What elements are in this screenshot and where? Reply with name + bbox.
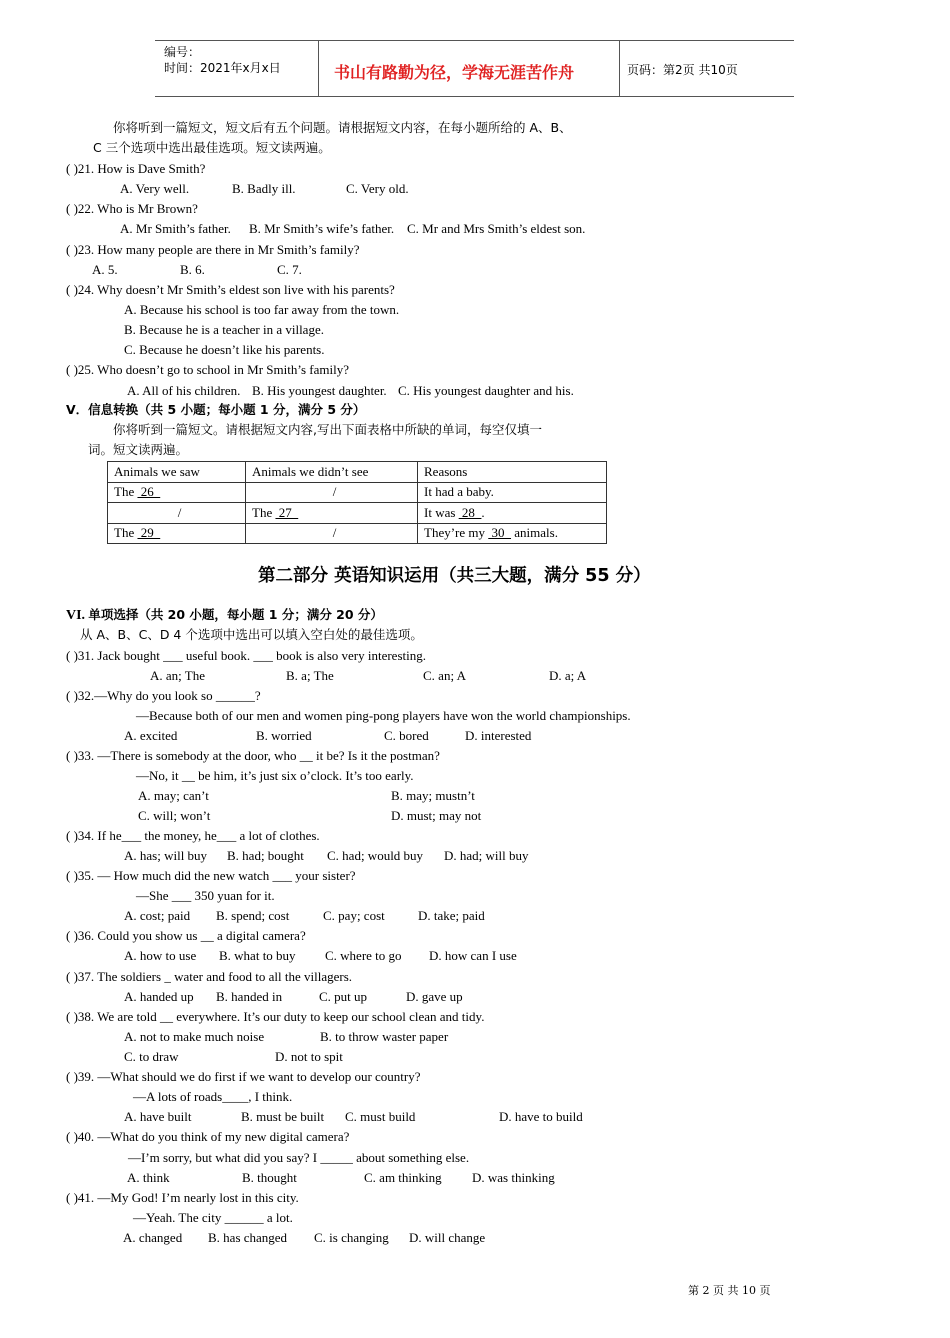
question-33-option-b: B. may; mustn’t: [391, 788, 475, 803]
question-21-option-c: C. Very old.: [346, 181, 409, 196]
header-right-cell: [620, 41, 794, 96]
question-32-line2: —Because both of our men and women ping-pong players have won the world championships.: [136, 708, 631, 723]
question-25-option-b: B. His youngest daughter.: [252, 383, 387, 398]
question-23-option-c: C. 7.: [277, 262, 302, 277]
section-5-intro-line2: 词。短文读两遍。: [88, 442, 189, 457]
page-label: 页码：第2页 共10页: [627, 63, 738, 77]
question-38-option-d: D. not to spit: [275, 1049, 343, 1064]
question-39-option-c: C. must build: [345, 1109, 416, 1124]
question-33-option-c: C. will; won’t: [138, 808, 211, 823]
code-label: 编号：: [164, 45, 201, 59]
question-40-option-c: C. am thinking: [364, 1170, 442, 1185]
table-cell: It had a baby.: [418, 482, 607, 503]
question-23-option-b: B. 6.: [180, 262, 205, 277]
question-32-stem: ( )32.—Why do you look so ______?: [66, 688, 261, 703]
question-40-option-d: D. was thinking: [472, 1170, 555, 1185]
question-31-option-c: C. an; A: [423, 668, 466, 683]
question-33-option-d: D. must; may not: [391, 808, 482, 823]
question-34-option-a: A. has; will buy: [124, 848, 208, 863]
question-25-option-a: A. All of his children.: [127, 383, 241, 398]
question-36-option-c: C. where to go: [325, 948, 402, 963]
question-35-option-c: C. pay; cost: [323, 908, 385, 923]
question-35-stem: ( )35. — How much did the new watch ___ your sister?: [66, 868, 356, 883]
question-37-option-d: D. gave up: [406, 989, 463, 1004]
question-31-option-a: A. an; The: [150, 668, 205, 683]
question-35-option-d: D. take; paid: [418, 908, 485, 923]
question-41-line2: —Yeah. The city ______ a lot.: [133, 1210, 293, 1225]
listening-intro-line2: C 三个选项中选出最佳选项。短文读两遍。: [93, 140, 331, 155]
table-cell: The 29: [108, 523, 246, 544]
section-5-intro-line1: 你将听到一篇短文。请根据短文内容,写出下面表格中所缺的单词，每空仅填一: [113, 422, 542, 437]
table-header-cell: Reasons: [418, 462, 607, 483]
question-32-option-a: A. excited: [124, 728, 178, 743]
question-41-option-d: D. will change: [409, 1230, 486, 1245]
question-41-option-b: B. has changed: [208, 1230, 288, 1245]
question-36-option-b: B. what to buy: [219, 948, 296, 963]
question-24-option-c: C. Because he doesn’t like his parents.: [124, 342, 325, 357]
section-6-title: [66, 605, 383, 626]
question-37-stem: ( )37. The soldiers _ water and food to all the villagers.: [66, 969, 353, 984]
page-header: [155, 40, 794, 97]
question-35-line2: —She ___ 350 yuan for it.: [136, 888, 275, 903]
question-35-option-b: B. spend; cost: [216, 908, 290, 923]
info-transfer-table: [107, 461, 607, 544]
question-31-option-d: D. a; A: [549, 668, 587, 683]
question-34-stem: ( )34. If he___ the money, he___ a lot of clothes.: [66, 828, 320, 843]
header-middle-cell: [319, 41, 620, 96]
question-21-option-a: A. Very well.: [120, 181, 190, 196]
table-cell: /: [246, 482, 418, 503]
question-24-stem: ( )24. Why doesn’t Mr Smith’s eldest son live with his parents?: [66, 282, 395, 297]
table-cell: The 27: [246, 503, 418, 524]
question-40-option-b: B. thought: [242, 1170, 297, 1185]
question-22-stem: ( )22. Who is Mr Brown?: [66, 201, 198, 216]
question-39-option-b: B. must be built: [241, 1109, 325, 1124]
part-2-title: 第二部分 英语知识运用（共三大题，满分 55 分）: [258, 566, 651, 586]
section-6-intro: 从 A、B、C、D 4 个选项中选出可以填入空白处的最佳选项。: [80, 627, 423, 642]
table-cell: It was 28 .: [418, 503, 607, 524]
question-41-option-a: A. changed: [123, 1230, 183, 1245]
question-36-option-d: D. how can I use: [429, 948, 517, 963]
section-6-title-text: 单项选择（共 20 小题，每小题 1 分；满分 20 分）: [88, 607, 383, 622]
question-41-option-c: C. is changing: [314, 1230, 389, 1245]
question-22-option-b: B. Mr Smith’s wife’s father.: [249, 221, 395, 236]
table-header-row: [108, 462, 607, 483]
question-39-line2: —A lots of roads____, I think.: [133, 1089, 293, 1104]
answer-blank: 30: [488, 525, 512, 541]
table-cell: The 26: [108, 482, 246, 503]
question-37-option-b: B. handed in: [216, 989, 283, 1004]
question-38-option-b: B. to throw waster paper: [320, 1029, 449, 1044]
question-38-option-c: C. to draw: [124, 1049, 179, 1064]
motto: 书山有路勤为径，学海无涯苦作舟: [334, 63, 575, 82]
question-38-stem: ( )38. We are told __ everywhere. It’s our duty to keep our school clean and tidy.: [66, 1009, 485, 1024]
question-39-option-d: D. have to build: [499, 1109, 583, 1124]
question-35-option-a: A. cost; paid: [124, 908, 191, 923]
question-25-stem: ( )25. Who doesn’t go to school in Mr Smith’s family?: [66, 362, 349, 377]
section-5-title: V．信息转换（共 5 小题；每小题 1 分，满分 5 分）: [66, 402, 366, 417]
question-24-option-a: A. Because his school is too far away from the town.: [124, 302, 400, 317]
question-34-option-d: D. had; will buy: [444, 848, 529, 863]
question-33-option-a: A. may; can’t: [138, 788, 209, 803]
table-header-cell: Animals we saw: [108, 462, 246, 483]
table-row: [108, 482, 607, 503]
section-6-roman: VI.: [66, 608, 86, 623]
question-32-option-b: B. worried: [256, 728, 312, 743]
question-40-option-a: A. think: [127, 1170, 170, 1185]
table-row: [108, 523, 607, 544]
question-39-option-a: A. have built: [124, 1109, 192, 1124]
question-33-stem: ( )33. —There is somebody at the door, who __ it be? Is it the postman?: [66, 748, 440, 763]
question-31-stem: ( )31. Jack bought ___ useful book. ___ book is also very interesting.: [66, 648, 426, 663]
question-25-option-c: C. His youngest daughter and his.: [398, 383, 574, 398]
question-36-option-a: A. how to use: [124, 948, 197, 963]
question-33-line2: —No, it __ be him, it’s just six o’clock. It’s too early.: [136, 768, 414, 783]
table-header-cell: Animals we didn’t see: [246, 462, 418, 483]
footer-page-number: 第 2 页 共 10 页: [688, 1284, 771, 1297]
question-23-stem: ( )23. How many people are there in Mr Smith’s family?: [66, 242, 360, 257]
question-40-stem: ( )40. —What do you think of my new digital camera?: [66, 1129, 350, 1144]
table-row: [108, 503, 607, 524]
question-39-stem: ( )39. —What should we do first if we want to develop our country?: [66, 1069, 421, 1084]
time-label: 时间：2021年x月x日: [164, 61, 281, 75]
question-37-option-a: A. handed up: [124, 989, 194, 1004]
table-cell: They’re my 30 animals.: [418, 523, 607, 544]
question-23-option-a: A. 5.: [92, 262, 118, 277]
table-cell: /: [108, 503, 246, 524]
question-21-option-b: B. Badly ill.: [232, 181, 296, 196]
question-37-option-c: C. put up: [319, 989, 368, 1004]
answer-blank: 28: [458, 504, 482, 520]
question-22-option-c: C. Mr and Mrs Smith’s eldest son.: [407, 221, 586, 236]
question-22-option-a: A. Mr Smith’s father.: [120, 221, 231, 236]
question-32-option-c: C. bored: [384, 728, 429, 743]
table-cell: /: [246, 523, 418, 544]
question-36-stem: ( )36. Could you show us __ a digital camera?: [66, 928, 306, 943]
question-38-option-a: A. not to make much noise: [124, 1029, 265, 1044]
question-32-option-d: D. interested: [465, 728, 532, 743]
question-34-option-c: C. had; would buy: [327, 848, 424, 863]
answer-blank: 29: [137, 525, 161, 541]
header-left-cell: [155, 41, 319, 96]
question-21-stem: ( )21. How is Dave Smith?: [66, 161, 206, 176]
answer-blank: 26: [137, 484, 161, 500]
question-34-option-b: B. had; bought: [227, 848, 304, 863]
question-40-line2: —I’m sorry, but what did you say? I _____ about something else.: [128, 1150, 470, 1165]
answer-blank: 27: [275, 504, 299, 520]
listening-intro-line1: 你将听到一篇短文，短文后有五个问题。请根据短文内容，在每小题所给的 A、B、: [113, 120, 572, 135]
question-41-stem: ( )41. —My God! I’m nearly lost in this city.: [66, 1190, 299, 1205]
question-24-option-b: B. Because he is a teacher in a village.: [124, 322, 324, 337]
question-31-option-b: B. a; The: [286, 668, 334, 683]
